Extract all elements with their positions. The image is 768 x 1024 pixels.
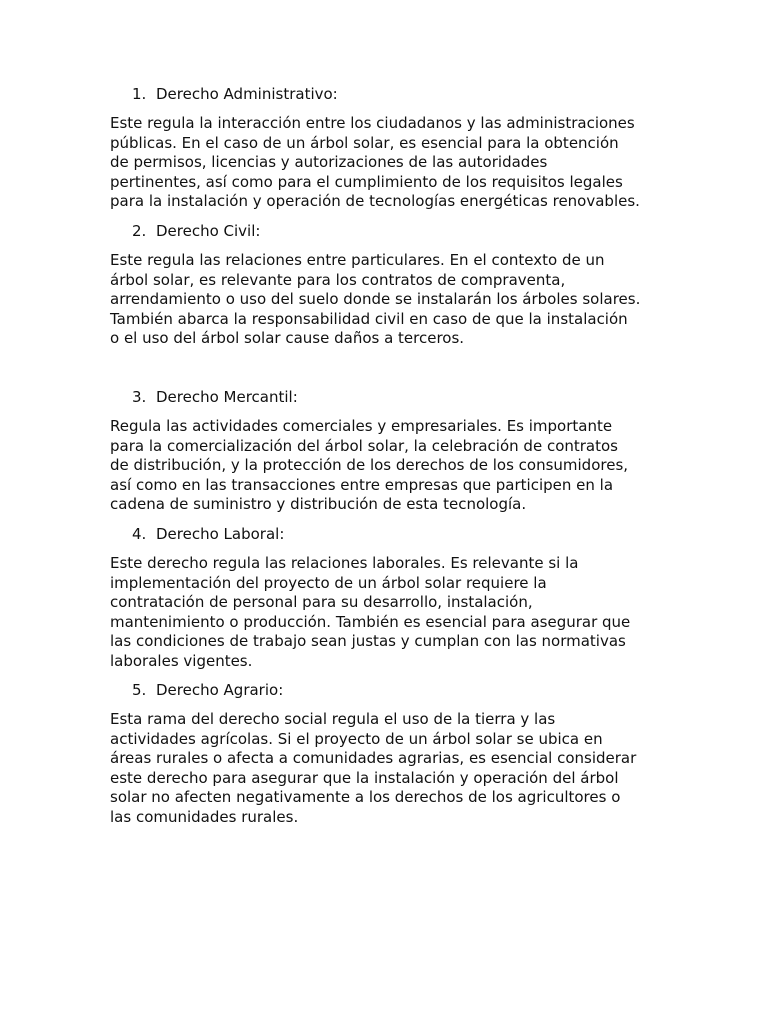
paragraph-line: de permisos, licencias y autorizaciones de las autoridades — [110, 153, 548, 171]
paragraph-line: árbol solar, es relevante para los contratos de compraventa, — [110, 270, 566, 289]
section-number: 5. — [132, 681, 147, 699]
paragraph-line: contratación de personal para su desarrollo, instalación, — [110, 593, 533, 611]
paragraph-line: de distribución, y la protección de los derechos de los consumidores, — [110, 456, 629, 474]
paragraph-line: pertinentes, así como para el cumplimiento de los requisitos legales — [110, 172, 623, 191]
section-title: Derecho Mercantil: — [156, 388, 298, 406]
paragraph-line: las condiciones de trabajo sean justas y cumplan con las normativas — [110, 632, 626, 650]
paragraph-line: Este regula las relaciones entre particulares. En el contexto de un — [110, 251, 605, 269]
section-heading-agrario — [132, 681, 283, 701]
paragraph-line: Regula las actividades comerciales y empresariales. Es importante — [110, 417, 613, 435]
paragraph-line: públicas. En el caso de un árbol solar, es esencial para la obtención — [110, 133, 619, 152]
section-title: Derecho Administrativo: — [156, 85, 338, 103]
section-title: Derecho Agrario: — [156, 681, 284, 699]
paragraph-line: Esta rama del derecho social regula el uso de la tierra y las — [110, 710, 556, 728]
paragraph-line: mantenimiento o producción. También es esencial para asegurar que — [110, 612, 631, 631]
paragraph-line: las comunidades rurales. — [110, 807, 299, 826]
paragraph-line: o el uso del árbol solar cause daños a terceros. — [110, 329, 465, 347]
section-heading-laboral — [132, 525, 284, 545]
paragraph-line: para la comercialización del árbol solar, la celebración de contratos — [110, 436, 618, 455]
section-heading-civil — [132, 222, 260, 242]
paragraph-line: Este regula la interacción entre los ciudadanos y las administraciones — [110, 114, 635, 132]
section-paragraph-civil — [110, 251, 662, 349]
section-number: 4. — [132, 525, 147, 543]
paragraph-line: arrendamiento o uso del suelo donde se instalarán los árboles solares. — [110, 290, 641, 308]
section-heading-administrativo — [132, 85, 338, 105]
section-title: Derecho Civil: — [156, 222, 261, 240]
paragraph-line: este derecho para asegurar que la instalación y operación del árbol — [110, 768, 619, 787]
section-heading-mercantil — [132, 388, 298, 408]
section-number: 3. — [132, 388, 147, 406]
section-paragraph-administrativo — [110, 114, 662, 212]
section-paragraph-agrario — [110, 710, 662, 827]
paragraph-line: También abarca la responsabilidad civil en caso de que la instalación — [110, 309, 628, 328]
paragraph-line: actividades agrícolas. Si el proyecto de un árbol solar se ubica en — [110, 729, 603, 748]
section-paragraph-laboral — [110, 554, 662, 671]
paragraph-line: para la instalación y operación de tecnologías energéticas renovables. — [110, 192, 640, 210]
section-paragraph-mercantil — [110, 417, 662, 515]
paragraph-line: cadena de suministro y distribución de esta tecnología. — [110, 495, 527, 513]
paragraph-line: Este derecho regula las relaciones laborales. Es relevante si la — [110, 554, 579, 572]
paragraph-line: laborales vigentes. — [110, 651, 253, 670]
paragraph-line: áreas rurales o afecta a comunidades agrarias, es esencial considerar — [110, 749, 637, 767]
section-number: 1. — [132, 85, 147, 103]
section-title: Derecho Laboral: — [156, 525, 285, 543]
paragraph-line: así como en las transacciones entre empresas que participen en la — [110, 475, 614, 494]
paragraph-line: implementación del proyecto de un árbol solar requiere la — [110, 573, 547, 592]
section-number: 2. — [132, 222, 147, 240]
paragraph-line: solar no afecten negativamente a los derechos de los agricultores o — [110, 788, 621, 806]
